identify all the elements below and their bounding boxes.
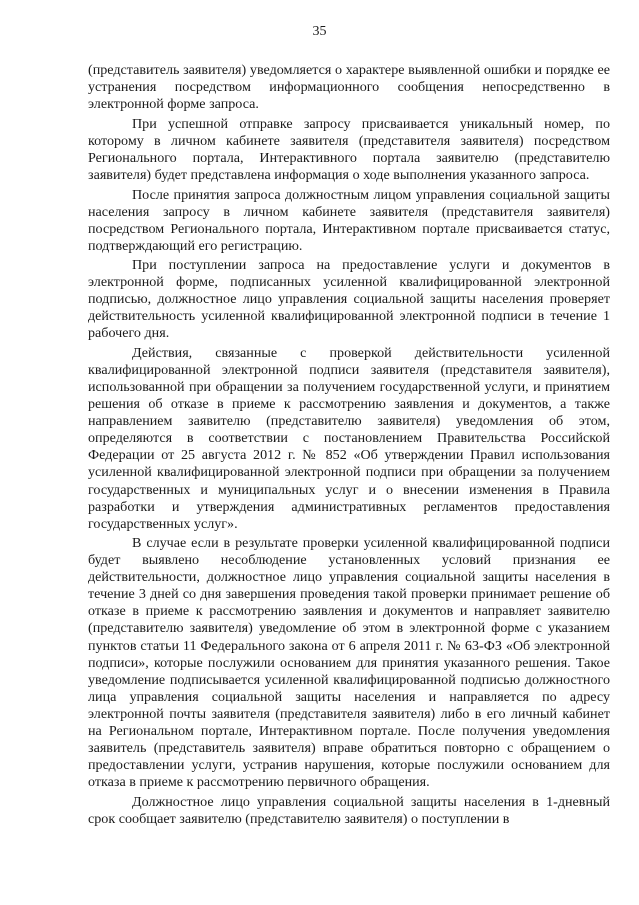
- paragraph-1: (представитель заявителя) уведомляется о характере выявленной ошибки и порядке ее устранения посредством информационного сообщения непосредственно в электронной форме запроса.: [88, 62, 610, 113]
- paragraph-3: После принятия запроса должностным лицом управления социальной защиты населения запросу в личном кабинете заявителя (представителя заявителя) посредством Регионального портала, Интерактивном портале присваивается статус, подтверждающий его регистрацию.: [88, 186, 610, 254]
- document-body: [88, 62, 610, 828]
- paragraph-4: При поступлении запроса на предоставление услуги и документов в электронной форме, подписанных усиленной квалифицированной электронной подписью, должностное лицо управления социальной защиты населения проверяет действительность усиленной квалифицированной электронной подписи в течение 1 рабочего дня.: [88, 257, 610, 342]
- page-number: 35: [312, 24, 327, 39]
- paragraph-6: В случае если в результате проверки усиленной квалифицированной подписи будет выявлено несоблюдение установленных условий признания ее действительности, должностное лицо управления социальной защиты населения в течение 3 дней со дня завершения проведения такой проверки принимает решение об отказе в приеме к рассмотрению заявления и документов и направляет заявителю (представителю заявителя) уведомление об этом в электронной форме с указанием пунктов статьи 11 Федерального закона от 6 апреля 2011 г. № 63-ФЗ «Об электронной подписи», которые послужили основанием для принятия указанного решения. Такое уведомление подписывается усиленной квалифицированной подписью должностного лица управления социальной защиты населения и направляется по адресу электронной почты заявителя (представителя заявителя) либо в его личный кабинет на Региональном портале, Интерактивном портале. После получения уведомления заявитель (представитель заявителя) вправе обратиться повторно с обращением о предоставлении услуги, устранив нарушения, которые послужили основанием для отказа в приеме к рассмотрению первичного обращения.: [88, 535, 610, 790]
- paragraph-5: Действия, связанные с проверкой действительности усиленной квалифицированной электронной подписи заявителя (представителя заявителя), использованной при обращении за получением государственной услуги, и принятием решения об отказе в приеме к рассмотрению заявления и документов, а также направлением заявителю (представителю заявителя) уведомления об этом, определяются в соответствии с постановлением Правительства Российской Федерации от 25 августа 2012 г. № 852 «Об утверждении Правил использования усиленной квалифицированной электронной подписи при обращении за получением государственных и муниципальных услуг и о внесении изменения в Правила разработки и утверждения административных регламентов предоставления государственных услуг».: [88, 345, 610, 532]
- paragraph-7: Должностное лицо управления социальной защиты населения в 1-дневный срок сообщает заявителю (представителю заявителя) о поступлении в: [88, 793, 610, 827]
- paragraph-2: При успешной отправке запросу присваивается уникальный номер, по которому в личном кабинете заявителя (представителя заявителя) посредством Регионального портала, Интерактивного портала заявителю (представителю заявителя) будет представлена информация о ходе выполнения указанного запроса.: [88, 115, 610, 183]
